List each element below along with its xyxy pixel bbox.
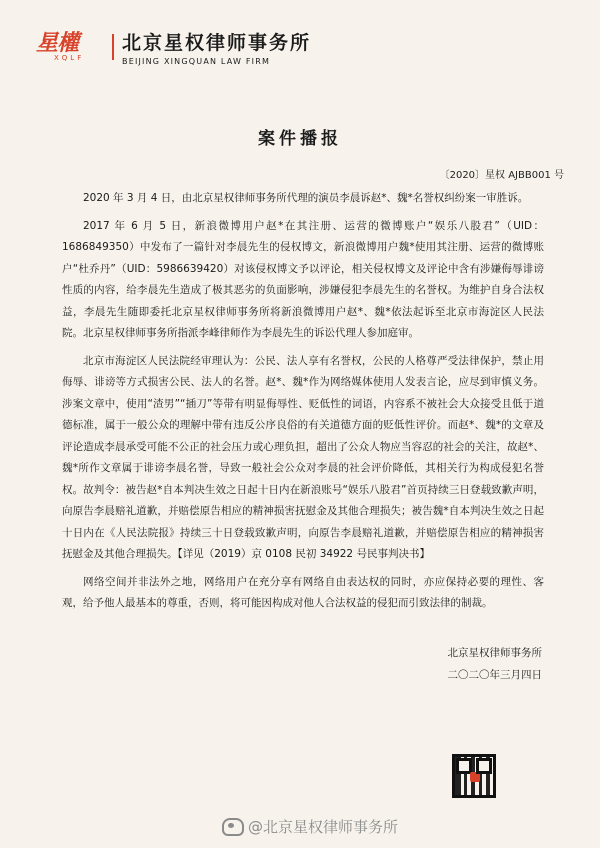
firm-name-en: BEIJING XINGQUAN LAW FIRM xyxy=(122,57,271,66)
signature-firm: 北京星权律师事务所 xyxy=(447,647,542,659)
firm-name-block xyxy=(122,28,311,66)
logo-divider xyxy=(112,34,114,60)
weibo-icon xyxy=(222,818,244,836)
signature-block xyxy=(448,642,543,686)
document-body xyxy=(62,188,544,621)
document-reference: 〔2020〕星权 AJBB001 号 xyxy=(439,170,564,181)
paragraph: 北京市海淀区人民法院经审理认为：公民、法人享有名誉权，公民的人格尊严受法律保护，禁止用侮辱、诽谤等方式损害公民、法人的名誉。赵*、魏*作为网络媒体使用人发表言论，应尽到审慎义务。涉案文章中，使用“渣男”“插刀”等带有明显侮辱性、贬低性的词语，内容系不被社会大众接受且低于道德标准，属于一般公众的理解中带有违反公序良俗的有关道德方面的贬低性评价。而赵*、魏*的文章及评论造成李晨承受可能不公正的社会压力或心理负担，超出了公众人物应当容忍的社会的关注，故赵*、魏*所作文章属于诽谤李晨名誉，导致一般社会公众对李晨的社会评价降低，其相关行为构成侵犯名誉权。故判令：被告赵*自本判决生效之日起十日内在新浪账号“娱乐八股君”首页持续三日登载致歉声明，向原告李晨赔礼道歉，并赔偿原告相应的精神损害抚慰金及其他合理损失；被告魏*自本判决生效之日起十日内在《人民法院报》持续三十日登载致歉声明，向原告李晨赔礼道歉，并赔偿原告相应的精神损害抚慰金及其他合理损失。【详见（2019）京 0108 民初 34922 号民事判决书】 xyxy=(62,354,544,560)
paragraph: 2020 年 3 月 4 日，由北京星权律师事务所代理的演员李晨诉赵*、魏*名誉权纠纷案一审胜诉。 xyxy=(83,192,529,204)
qr-code-icon[interactable] xyxy=(452,754,496,798)
weibo-watermark xyxy=(222,816,398,837)
firm-logo xyxy=(36,26,112,68)
signature-date: 二〇二〇年三月四日 xyxy=(447,669,542,681)
logo-text: 星權 xyxy=(36,31,79,56)
watermark-text: @北京星权律师事务所 xyxy=(248,818,399,836)
paragraph: 网络空间并非法外之地，网络用户在充分享有网络自由表达权的同时，亦应保持必要的理性、客观，给予他人最基本的尊重，否则，将可能因构成对他人合法权益的侵犯而引致法律的制裁。 xyxy=(62,575,544,609)
document-title: 案件播报 xyxy=(258,129,342,149)
paragraph: 2017 年 6 月 5 日，新浪微博用户赵*在其注册、运营的微博账户“娱乐八股君”（UID：1686849350）中发布了一篇针对李晨先生的侵权博文，新浪微博用户魏*使用其注册、运营的微博账户“杜乔丹”（UID：5986639420）对该侵权博文予以评论，相关侵权博文及评论中含有涉嫌侮辱诽谤性质的内容，给李晨先生造成了极其恶劣的负面影响，涉嫌侵犯李晨先生的名誉权。为维护自身合法权益，李晨先生随即委托北京星权律师事务所将新浪微博用户赵*、魏*依法起诉至北京市海淀区人民法院。北京星权律师事务所指派李峰律师作为李晨先生的诉讼代理人参加庭审。 xyxy=(62,219,544,339)
letterhead xyxy=(36,22,311,72)
firm-name-cn: 北京星权律师事务所 xyxy=(122,32,312,54)
qr-center-logo xyxy=(470,772,480,782)
logo-sub-text: XQLF xyxy=(54,54,85,62)
